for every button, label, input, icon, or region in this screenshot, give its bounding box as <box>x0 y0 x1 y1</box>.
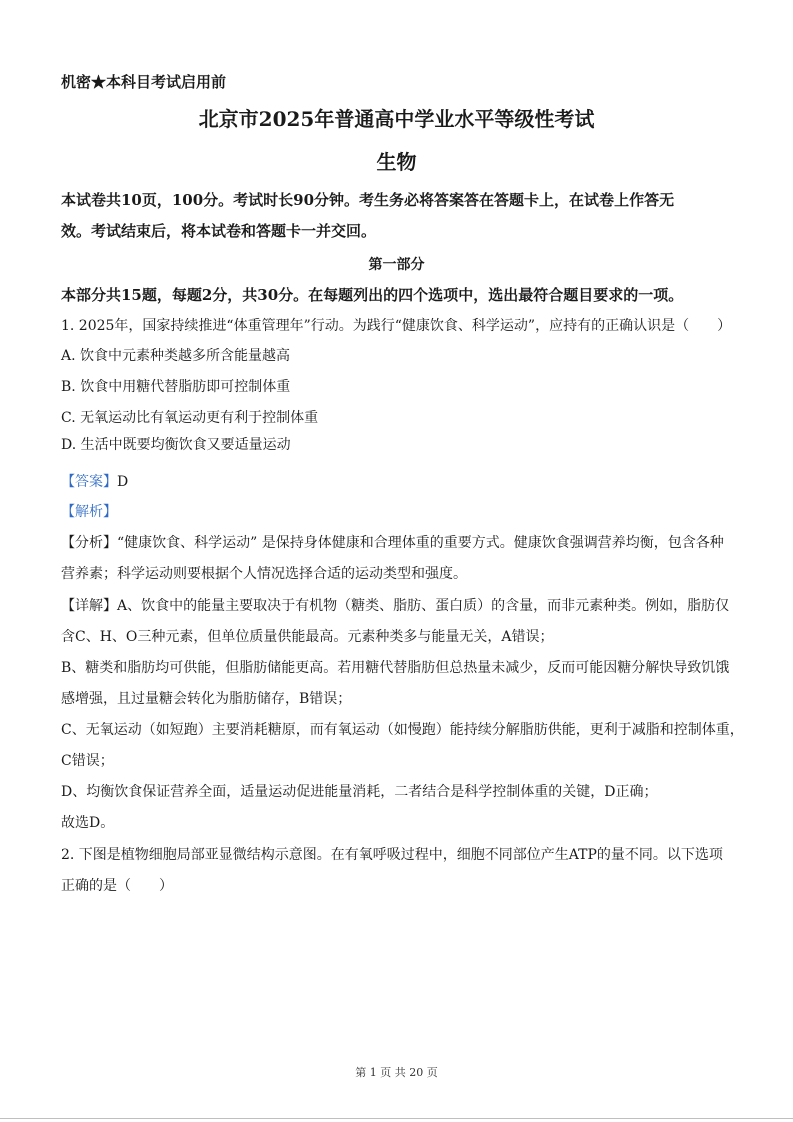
exam-title: 北京市2025年普通高中学业水平等级性考试 <box>198 107 595 131</box>
question-1-option-a: A. 饮食中元素种类越多所含能量越高 <box>61 348 291 364</box>
analysis-tag: 【解析】 <box>61 504 117 520</box>
detail-line-d-1: D、均衡饮食保证营养全面，适量运动促进能量消耗，二者结合是科学控制体重的关键，D正确； <box>61 784 658 800</box>
detail-line-a-1 <box>61 596 741 616</box>
fenxi-tag: 【分析】 <box>61 535 117 551</box>
confidential-label: 机密★本科目考试启用前 <box>61 73 227 91</box>
detail-line-b-1: B、糖类和脂肪均可供能，但脂肪储能更高。若用糖代替脂肪但总热量未减少，反而可能因糖分解快导致饥饿 <box>61 660 730 676</box>
question-2-stem-line-2: 正确的是（ ） <box>61 878 173 894</box>
question-2-stem-line-1: 2. 下图是植物细胞局部亚显微结构示意图。在有氧呼吸过程中，细胞不同部位产生ATP的量不同。以下选项 <box>61 847 723 863</box>
exam-notice-line-2: 效。考试结束后，将本试卷和答题卡一并交回。 <box>61 222 377 240</box>
answer-line <box>61 472 741 492</box>
question-1-stem: 1. 2025年，国家持续推进“体重管理年”行动。为践行“健康饮食、科学运动”，应持有的正确认识是（ ） <box>61 318 732 334</box>
detail-line-a-2: 含C、H、O三种元素，但单位质量供能最高。元素种类多与能量无关，A错误； <box>61 629 554 645</box>
answer-tag: 【答案】 <box>61 474 117 490</box>
detail-line-c-1: C、无氧运动（如短跑）主要消耗糖原，而有氧运动（如慢跑）能持续分解脂肪供能，更利于减脂和控制体重， <box>61 722 744 738</box>
answer-value: D <box>117 474 129 490</box>
question-1-option-b: B. 饮食中用糖代替脂肪即可控制体重 <box>61 379 291 395</box>
detail-a-text-1: A、饮食中的能量主要取决于有机物（糖类、脂肪、蛋白质）的含量，而非元素种类。例如，脂肪仅 <box>117 598 730 614</box>
detail-tag: 【详解】 <box>61 598 117 614</box>
fenxi-line-1 <box>61 533 741 553</box>
fenxi-line-2: 营养素；科学运动则要根据个人情况选择合适的运动类型和强度。 <box>61 566 467 582</box>
fenxi-text-1: “健康饮食、科学运动” 是保持身体健康和合理体重的重要方式。健康饮食强调营养均衡，包含各种 <box>117 535 724 551</box>
question-1-option-c: C. 无氧运动比有氧运动更有利于控制体重 <box>61 410 319 426</box>
conclusion-line: 故选D。 <box>61 815 115 831</box>
part-instruction: 本部分共15题，每题2分，共30分。在每题列出的四个选项中，选出最符合题目要求的一项。 <box>61 286 684 304</box>
detail-line-c-2: C错误； <box>61 753 114 769</box>
page-number: 第 1 页 共 20 页 <box>355 1066 438 1079</box>
detail-line-b-2: 感增强，且过量糖会转化为脂肪储存，B错误； <box>61 691 352 707</box>
subject-title: 生物 <box>376 150 417 174</box>
part-title: 第一部分 <box>368 257 425 273</box>
page-bottom-divider <box>0 1118 793 1119</box>
exam-notice-line-1: 本试卷共10页，100分。考试时长90分钟。考生务必将答案答在答题卡上，在试卷上作答无 <box>61 191 675 209</box>
question-1-option-d: D. 生活中既要均衡饮食又要适量运动 <box>61 437 291 453</box>
